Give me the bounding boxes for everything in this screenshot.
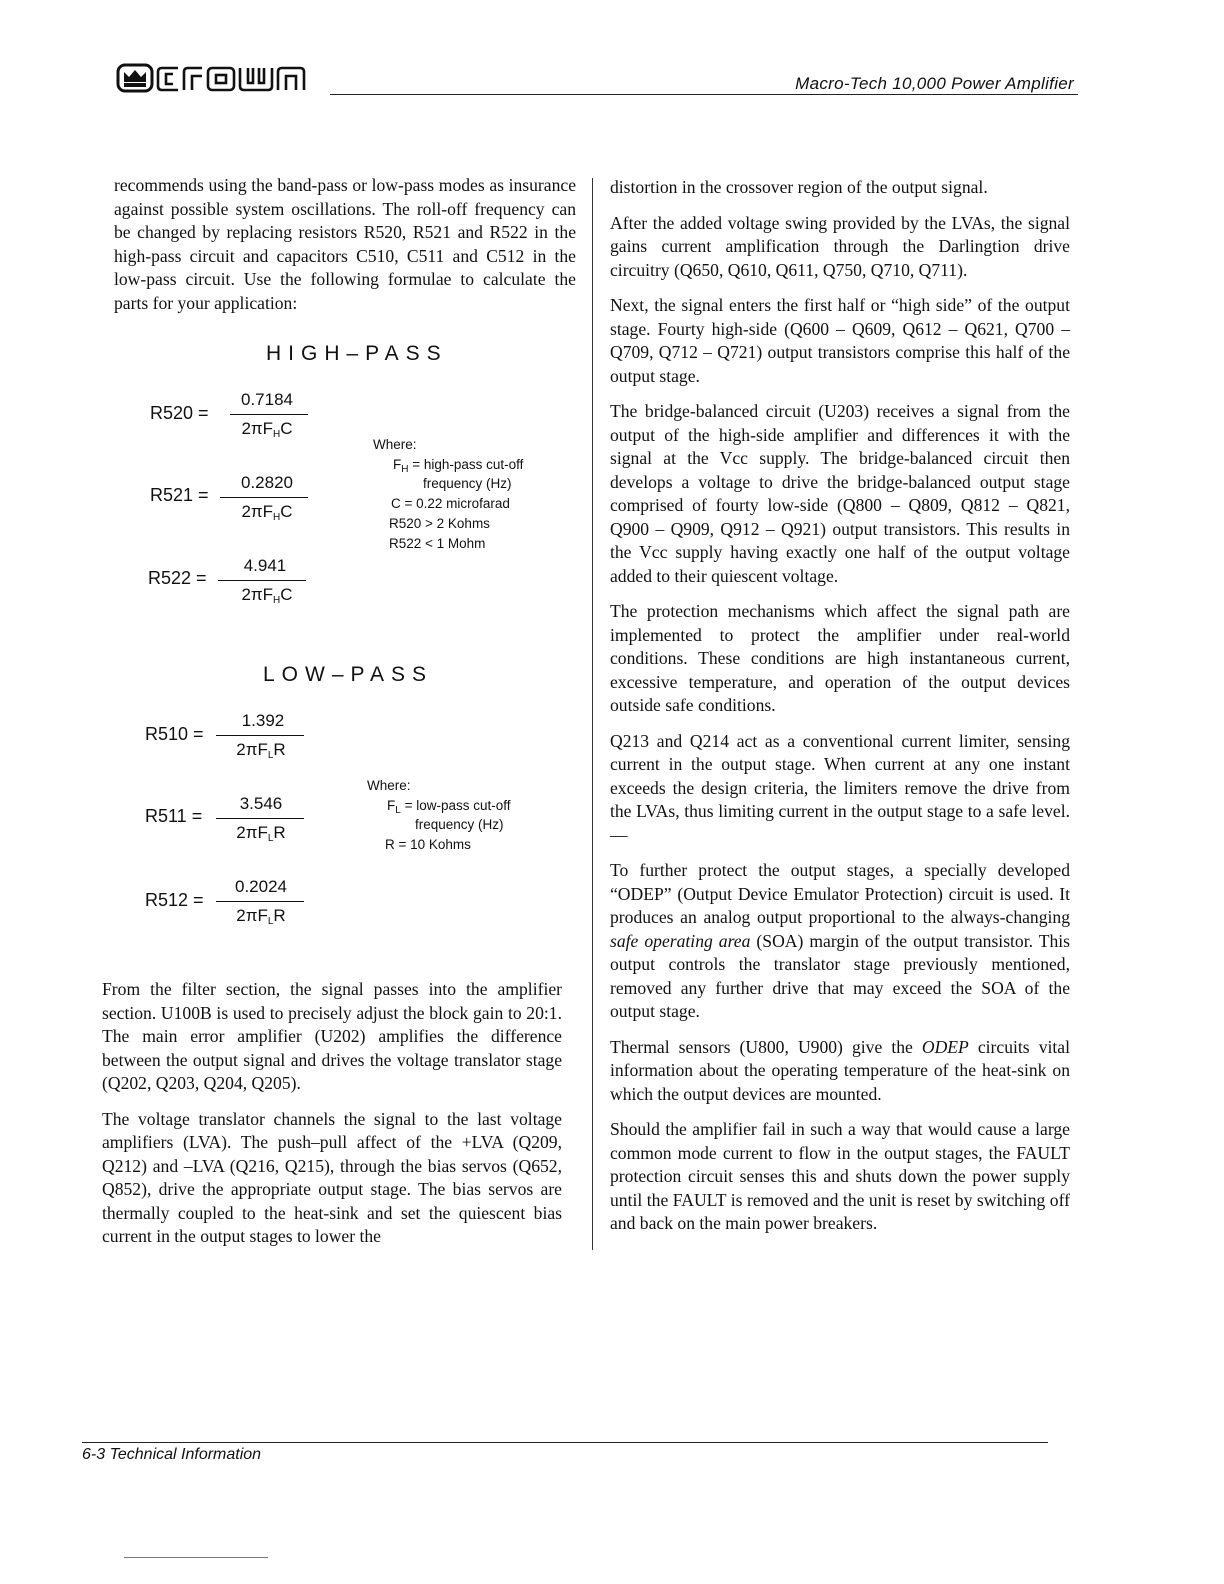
- paragraph: After the added voltage swing provided by the LVAs, the signal gains current amplification through the Darlingtion drive circuitry (Q650, Q610, Q611, Q750, Q710, Q711).: [610, 212, 1070, 280]
- fraction-bar: [216, 735, 304, 736]
- formula-label: R510 =: [145, 724, 204, 744]
- fraction-bar: [220, 497, 308, 498]
- fraction-bar: [216, 818, 304, 819]
- paragraph: The bridge-balanced circuit (U203) receives a signal from the output of the high-side amplifier and differences it with the signal at the Vcc supply. The bridge-balanced circuit then develops a voltage to drive the bridge-balanced output stage comprised of fourty low-side (Q800 – Q809, Q812 – Q821, Q900 – Q909, Q912 – Q921) output transistors. This results in the Vcc supply having exactly one half of the output voltage added to their quiescent voltage.: [610, 401, 1070, 586]
- fraction-bar: [230, 414, 308, 415]
- formula-numerator: 0.2820: [241, 473, 293, 492]
- formula-label: R520 =: [150, 403, 209, 423]
- footer-text: 6-3 Technical Information: [82, 1446, 262, 1463]
- paragraph: The voltage translator channels the signal to the last voltage amplifiers (LVA). The push–pull affect of the +LVA (Q209, Q212) and –LVA (Q216, Q215), through the bias servos (Q652, Q852), drive the appropriate output stage. The bias servos are thermally coupled to the heat-sink and set the quiescent bias current in the output stages to lower the: [102, 1108, 562, 1246]
- formula-denominator: $2\pi F_HC$: [241, 502, 293, 523]
- paragraph: From the filter section, the signal passes into the amplifier section. U100B is used to precisely adjust the block gain to 20:1. The main error amplifier (U202) amplifies the difference between the output signal and drives the voltage translator stage (Q202, Q203, Q204, Q205).: [102, 979, 562, 1093]
- formula-numerator: 3.546: [239, 794, 283, 813]
- paragraph: distortion in the crossover region of the output signal.: [610, 177, 988, 197]
- formula-label: R512 =: [145, 890, 204, 910]
- fraction-bar: [218, 580, 306, 581]
- lowpass-heading: LOW–PASS: [263, 663, 433, 686]
- formula-denominator: $2\pi F_LR$: [236, 823, 286, 844]
- highpass-where-block: Where: $F_H$ = high-pass cut-off frequency (Hz) C = 0.22 microfarad R520 > 2 Kohms R522 < 1 Mohm: [373, 437, 524, 551]
- left-column: [114, 174, 576, 327]
- formula-numerator: 0.2024: [235, 877, 287, 896]
- intro-paragraph: recommends using the band-pass or low-pass modes as insurance against possible system oscillations. The roll-off frequency can be changed by replacing resistors R520, R521 and R522 in the high-pass circuit and capacitors C510, C511 and C512 in the low-pass circuit. Use the following formulae to calculate the parts for your application:: [114, 175, 576, 313]
- formula-label: R511 =: [145, 806, 203, 826]
- fraction-bar: [216, 901, 304, 902]
- paragraph: Next, the signal enters the first half or “high side” of the output stage. Fourty high-side (Q600 – Q609, Q612 – Q621, Q700 – Q709, Q712 – Q721) output transistors comprise this half of the output stage.: [610, 295, 1070, 386]
- formula-denominator: $2\pi F_HC$: [241, 419, 293, 440]
- bottom-link-underline: [124, 1557, 268, 1558]
- highpass-heading: HIGH–PASS: [266, 342, 448, 365]
- column-divider: [592, 178, 593, 1250]
- formula-denominator: $2\pi F_LR$: [236, 740, 286, 761]
- right-column: [610, 176, 1070, 1248]
- page-title: Macro-Tech 10,000 Power Amplifier: [795, 74, 1074, 93]
- footer-rule: [82, 1442, 1048, 1443]
- crown-logo: [116, 60, 326, 99]
- header-rule: [330, 94, 1078, 95]
- formula-label: R521 =: [150, 485, 209, 505]
- formula-numerator: 1.392: [241, 711, 285, 730]
- paragraph: The protection mechanisms which affect the signal path are implemented to protect the amplifier under real-world conditions. These conditions are high instantaneous current, excessive temperature, and operation of the output devices outside safe conditions.: [610, 601, 1070, 715]
- formula-numerator: 0.7184: [241, 390, 293, 409]
- formula-denominator: $2\pi F_LR$: [236, 906, 286, 927]
- paragraph: Should the amplifier fail in such a way that would cause a large common mode current to flow in the output stages, the FAULT protection circuit senses this and shuts down the power supply until the FAULT is removed and the unit is reset by switching off and back on the main power breakers.: [610, 1119, 1070, 1233]
- lowpass-where-block: Where: $F_L$ = low-pass cut-off frequency (Hz) R = 10 Kohms: [367, 778, 511, 852]
- paragraph: Thermal sensors (U800, U900) give the ODEP circuits vital information about the operating temperature of the heat-sink on which the output devices are mounted.: [610, 1036, 1070, 1104]
- formula-label: R522 =: [148, 568, 207, 588]
- formula-numerator: 4.941: [243, 556, 287, 575]
- logo-text: crown: [116, 60, 119, 61]
- formula-denominator: $2\pi F_HC$: [241, 585, 293, 606]
- paragraph: To further protect the output stages, a specially developed “ODEP” (Output Device Emulator Protection) circuit is used. It produces an analog output proportional to the always-changing safe operating area (SOA) margin of the output transistor. This output controls the translator stage previously mentioned, removed any further drive that may exceed the SOA of the output stage.: [610, 860, 1070, 1021]
- left-column-body: [102, 978, 562, 1261]
- paragraph: Q213 and Q214 act as a conventional current limiter, sensing current in the output stage. When current at any one instant exceeds the design criteria, the limiters remove the drive from the LVAs, thus limiting current in the output stage to a safe level.—: [610, 730, 1070, 845]
